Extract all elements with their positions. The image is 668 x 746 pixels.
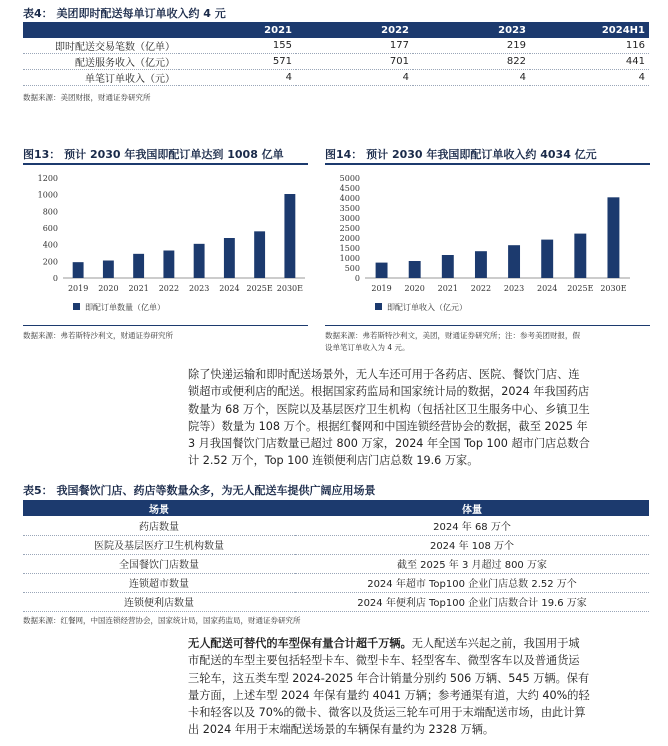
bar [442, 255, 454, 278]
paragraph-line: 卡和轻客以及 70%的微卡、微客以及货运三轮车可用于末端配送市场，由此计算 [188, 706, 586, 720]
table4-header-row [23, 22, 649, 38]
table4-title: 表4： 美团即时配送每单订单收入约 4 元 [23, 7, 226, 20]
table4-row-label: 即时配送交易笔数（亿单） [23, 38, 179, 54]
table5-scene: 连锁便利店数量 [23, 592, 295, 611]
paragraph-line: 计 2.52 万个，Top 100 连锁便利店门店总数 19.6 万家。 [188, 454, 479, 468]
table4-cell: 701 [296, 54, 413, 70]
x-tick-label: 2030E [600, 284, 627, 293]
table4-header-cell: 2022 [296, 22, 413, 38]
paragraph-line: 出 2024 年用于末端配送场景的车辆保有量约为 2328 万辆。 [188, 723, 495, 737]
table-row [23, 554, 649, 573]
y-tick-label: 3000 [339, 214, 360, 223]
y-tick-label: 800 [42, 207, 58, 217]
x-tick-label: 2024 [537, 284, 558, 293]
y-tick-label: 0 [52, 274, 58, 283]
table5-scene: 医院及基层医疗卫生机构数量 [23, 535, 295, 554]
table4-source: 数据来源：美团财报，财通证券研究所 [23, 93, 151, 102]
y-tick-label: 500 [344, 264, 360, 273]
bar [508, 245, 520, 278]
paragraph-line: 三轮车，这五类车型 2024-2025 年合计销量分别约 506 万辆、545 万辆。保有 [188, 671, 590, 685]
table4-cell: 571 [179, 54, 296, 70]
table4-header-cell: 2024H1 [530, 22, 649, 38]
table4-cell: 441 [530, 54, 649, 70]
paragraph-line [188, 635, 653, 652]
body-paragraph-2 [188, 635, 653, 739]
x-tick-label: 2021 [437, 284, 458, 293]
table4-row-label: 单笔订单收入（元） [23, 70, 179, 86]
paragraph-line: 市配送的车型主要包括轻型卡车、微型卡车、轻型客车、微型客车以及普通货运 [188, 654, 580, 668]
bar [254, 231, 265, 278]
fig13-chart [23, 166, 313, 326]
fig14-title: 图14： 预计 2030 年我国即配订单收入约 4034 亿元 [325, 148, 597, 161]
y-tick-label: 4000 [339, 194, 360, 203]
y-tick-label: 5000 [339, 174, 360, 183]
x-tick-label: 2020 [98, 284, 119, 293]
table-row [23, 516, 649, 535]
body-paragraph-1 [188, 366, 653, 470]
fig14-chart [325, 166, 650, 326]
table4-cell: 219 [413, 38, 530, 54]
bar [133, 254, 144, 278]
paragraph-bold-lead: 无人配送可替代的车型保有量合计超千万辆。 [188, 637, 412, 650]
fig13-bottom-rule [23, 325, 308, 326]
table5-scene: 药店数量 [23, 516, 295, 535]
table4-cell: 177 [296, 38, 413, 54]
x-tick-label: 2022 [158, 284, 180, 293]
table4-cell: 4 [530, 70, 649, 86]
bar [409, 261, 421, 278]
bar [607, 197, 619, 278]
table4-row-label: 配送服务收入（亿元） [23, 54, 179, 70]
table5-title: 表5： 我国餐饮门店、药店等数量众多，为无人配送车提供广阔应用场景 [23, 484, 376, 497]
y-tick-label: 2000 [339, 234, 360, 243]
paragraph-line: 院等）数量为 108 万个。根据红餐网和中国连锁经营协会的数据，截至 2025 年 [188, 419, 588, 433]
legend-label: 即配订单数量（亿单） [85, 303, 165, 312]
y-tick-label: 600 [42, 224, 58, 233]
table5-volume: 2024 年 68 万个 [295, 516, 649, 535]
y-tick-label: 1200 [37, 174, 58, 183]
bar [163, 251, 174, 279]
x-tick-label: 2022 [470, 284, 492, 293]
y-tick-label: 1500 [339, 244, 360, 253]
table5-source: 数据来源：红餐网，中国连锁经营协会，国家统计局，国家药监局，财通证券研究所 [23, 616, 301, 625]
table4-header-cell: 2021 [179, 22, 296, 38]
table5-header-row [23, 500, 649, 516]
legend-swatch [375, 303, 382, 310]
table4-cell: 4 [179, 70, 296, 86]
fig13-title: 图13： 预计 2030 年我国即配订单达到 1008 亿单 [23, 148, 284, 161]
x-tick-label: 2025E [567, 284, 594, 293]
paragraph-line: 锁超市或便利店的配送。根据国家药监局和国家统计局的数据，2024 年我国药店 [188, 385, 590, 399]
y-tick-label: 1000 [37, 190, 58, 200]
bar [194, 244, 205, 278]
paragraph-line: 除了快递运输和即时配送场景外，无人车还可用于各药店、医院、餐饮门店、连 [188, 368, 580, 381]
y-tick-label: 4500 [339, 184, 360, 193]
table5 [23, 500, 649, 612]
fig14-title-rule [325, 163, 650, 165]
table5-scene: 连锁超市数量 [23, 573, 295, 592]
table-row [23, 535, 649, 554]
x-tick-label: 2025E [246, 284, 273, 293]
y-tick-label: 3500 [339, 204, 360, 213]
table-row [23, 70, 649, 86]
table-row [23, 38, 649, 54]
x-tick-label: 2019 [67, 284, 89, 293]
table4-cell: 4 [413, 70, 530, 86]
table5-header-cell: 体量 [295, 500, 649, 516]
y-tick-label: 200 [42, 257, 58, 267]
x-tick-label: 2024 [219, 284, 240, 293]
fig14-source-line2: 设单笔订单收入为 4 元。 [325, 343, 410, 352]
table4-header-cell [23, 22, 179, 38]
paragraph-line: 数量为 68 万个，医院以及基层医疗卫生机构（包括社区卫生服务中心、乡镇卫生 [188, 402, 590, 416]
table5-header-cell: 场景 [23, 500, 295, 516]
y-tick-label: 400 [42, 240, 58, 250]
table-row [23, 54, 649, 70]
table5-volume: 2024 年 108 万个 [295, 535, 649, 554]
bar [475, 251, 487, 278]
fig13-title-rule [23, 163, 308, 165]
x-tick-label: 2020 [404, 284, 425, 293]
fig14-bottom-rule [325, 325, 650, 326]
bar [376, 263, 388, 278]
table4-header-cell: 2023 [413, 22, 530, 38]
table-row [23, 573, 649, 592]
paragraph-line-rest: 无人配送车兴起之前，我国用于城 [411, 637, 580, 650]
x-tick-label: 2021 [128, 284, 149, 293]
table4-cell: 116 [530, 38, 649, 54]
paragraph-line: 3 月我国餐饮门店数量已超过 800 万家，2024 年全国 Top 100 超市门店总数合 [188, 437, 590, 451]
bar [224, 238, 235, 278]
bar [284, 194, 295, 278]
table5-volume: 截至 2025 年 3 月超过 800 万家 [295, 554, 649, 573]
bar [574, 234, 586, 278]
x-tick-label: 2023 [503, 284, 525, 293]
x-tick-label: 2023 [188, 284, 210, 293]
y-tick-label: 1000 [339, 254, 360, 263]
bar [73, 262, 84, 278]
table4-cell: 4 [296, 70, 413, 86]
bar [103, 261, 114, 279]
table5-volume: 2024 年超市 Top100 企业门店总数 2.52 万个 [295, 573, 649, 592]
legend-label: 即配订单收入（亿元） [387, 303, 467, 312]
bar [541, 240, 553, 278]
table5-scene: 全国餐饮门店数量 [23, 554, 295, 573]
fig13-source: 数据来源：弗若斯特沙利文，财通证券研究所 [23, 331, 173, 340]
y-tick-label: 0 [354, 274, 360, 283]
paragraph-line: 量方面，上述车型 2024 年保有量约 4041 万辆；参考通渠有道，大约 40%的轻 [188, 688, 590, 702]
fig14-source-line1: 数据来源：弗若斯特沙利文，美团，财通证券研究所；注：参考美团财报，假 [325, 331, 580, 340]
x-tick-label: 2030E [276, 284, 303, 293]
table4-cell: 822 [413, 54, 530, 70]
y-tick-label: 2500 [339, 224, 360, 233]
table-row [23, 592, 649, 611]
legend-swatch [73, 303, 80, 310]
table4 [23, 22, 649, 86]
table5-volume: 2024 年便利店 Top100 企业门店数合计 19.6 万家 [295, 592, 649, 611]
x-tick-label: 2019 [371, 284, 392, 293]
table4-cell: 155 [179, 38, 296, 54]
